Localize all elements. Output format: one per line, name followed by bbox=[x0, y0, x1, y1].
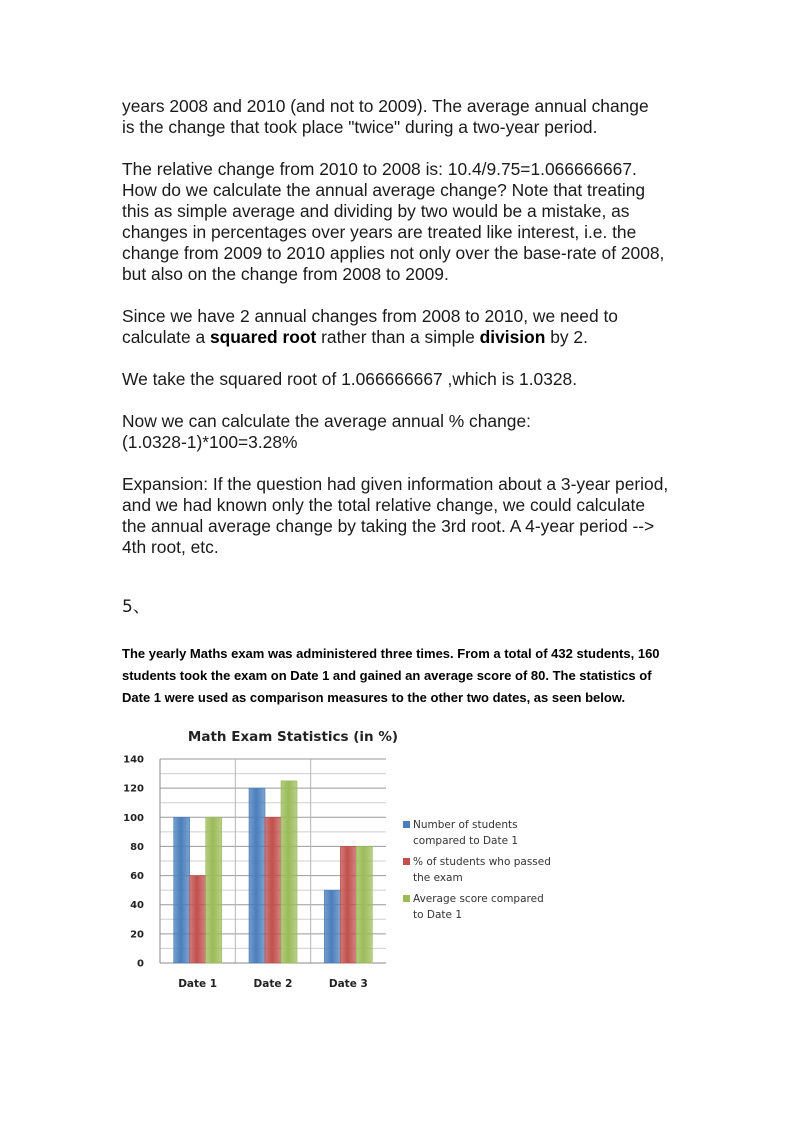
y-tick-label: 140 bbox=[123, 754, 144, 766]
y-tick-label: 80 bbox=[130, 841, 144, 853]
paragraph-4 bbox=[122, 369, 680, 390]
chart-title: Math Exam Statistics (in %) bbox=[187, 729, 399, 745]
y-tick-label: 120 bbox=[123, 783, 144, 795]
legend-label: compared to Date 1 bbox=[413, 835, 519, 847]
text-line: the annual average change by taking the 3rd root. A 4-year period --> bbox=[122, 516, 655, 536]
legend-label: Number of students bbox=[413, 819, 518, 831]
x-tick-label: Date 1 bbox=[178, 978, 218, 990]
y-tick-label: 100 bbox=[123, 812, 144, 824]
text-line: We take the squared root of 1.066666667 ,which is 1.0328. bbox=[122, 369, 578, 389]
text-line: 4th root, etc. bbox=[122, 537, 219, 557]
y-tick-label: 40 bbox=[130, 900, 144, 912]
text-run: calculate a bbox=[122, 327, 210, 347]
text-line: changes in percentages over years are treated like interest, i.e. the bbox=[122, 222, 637, 242]
text-line bbox=[122, 327, 680, 348]
bar bbox=[265, 817, 281, 963]
text-line: (1.0328-1)*100=3.28% bbox=[122, 432, 298, 452]
paragraph-2 bbox=[122, 159, 680, 285]
legend-label: to Date 1 bbox=[413, 909, 462, 921]
text-line: students took the exam on Date 1 and gained an average score of 80. The statistics of bbox=[122, 668, 652, 683]
legend-label: % of students who passed bbox=[413, 856, 551, 868]
text-line: The relative change from 2010 to 2008 is: 10.4/9.75=1.066666667. bbox=[122, 159, 637, 179]
bar bbox=[249, 788, 265, 963]
paragraph-3 bbox=[122, 306, 680, 348]
text-line: is the change that took place "twice" during a two-year period. bbox=[122, 117, 598, 137]
text-line: Since we have 2 annual changes from 2008 to 2010, we need to bbox=[122, 306, 618, 326]
bar bbox=[340, 846, 356, 963]
legend-label: Average score compared bbox=[413, 893, 544, 905]
text-line: Expansion: If the question had given information about a 3-year period, bbox=[122, 474, 669, 494]
legend-swatch bbox=[403, 895, 410, 902]
bold-term-division: division bbox=[479, 327, 546, 347]
paragraph-6 bbox=[122, 474, 680, 558]
x-tick-label: Date 3 bbox=[328, 978, 368, 990]
legend-swatch bbox=[403, 821, 410, 828]
document-body bbox=[122, 96, 680, 579]
text-line: this as simple average and dividing by two would be a mistake, as bbox=[122, 201, 630, 221]
text-line: change from 2009 to 2010 applies not only over the base-rate of 2008, bbox=[122, 243, 665, 263]
legend-swatch bbox=[403, 858, 410, 865]
text-line: years 2008 and 2010 (and not to 2009). The average annual change bbox=[122, 96, 649, 116]
text-line: Date 1 were used as comparison measures to the other two dates, as seen below. bbox=[122, 690, 626, 705]
y-tick-label: 20 bbox=[130, 929, 144, 941]
bar bbox=[356, 846, 372, 963]
paragraph-1 bbox=[122, 96, 680, 138]
question-number: 5、 bbox=[122, 597, 150, 617]
question-intro bbox=[122, 643, 687, 709]
y-tick-label: 60 bbox=[130, 871, 144, 883]
text-line: and we had known only the total relative change, we could calculate bbox=[122, 495, 646, 515]
text-run: rather than a simple bbox=[316, 327, 480, 347]
chart-svg bbox=[120, 722, 560, 994]
bar bbox=[324, 890, 340, 963]
bold-term-squared-root: squared root bbox=[209, 327, 317, 347]
x-tick-label: Date 2 bbox=[253, 978, 293, 990]
bar bbox=[174, 817, 190, 963]
text-line: How do we calculate the annual average change? Note that treating bbox=[122, 180, 646, 200]
bar bbox=[281, 781, 297, 963]
legend-label: the exam bbox=[413, 872, 463, 884]
y-tick-label: 0 bbox=[137, 958, 144, 970]
math-exam-chart bbox=[120, 722, 560, 994]
bar bbox=[206, 817, 222, 963]
bar bbox=[190, 876, 206, 963]
paragraph-5 bbox=[122, 411, 680, 453]
text-run: by 2. bbox=[545, 327, 588, 347]
text-line: The yearly Maths exam was administered three times. From a total of 432 students, 160 bbox=[122, 646, 660, 661]
text-line: Now we can calculate the average annual % change: bbox=[122, 411, 531, 431]
text-line: but also on the change from 2008 to 2009. bbox=[122, 264, 449, 284]
